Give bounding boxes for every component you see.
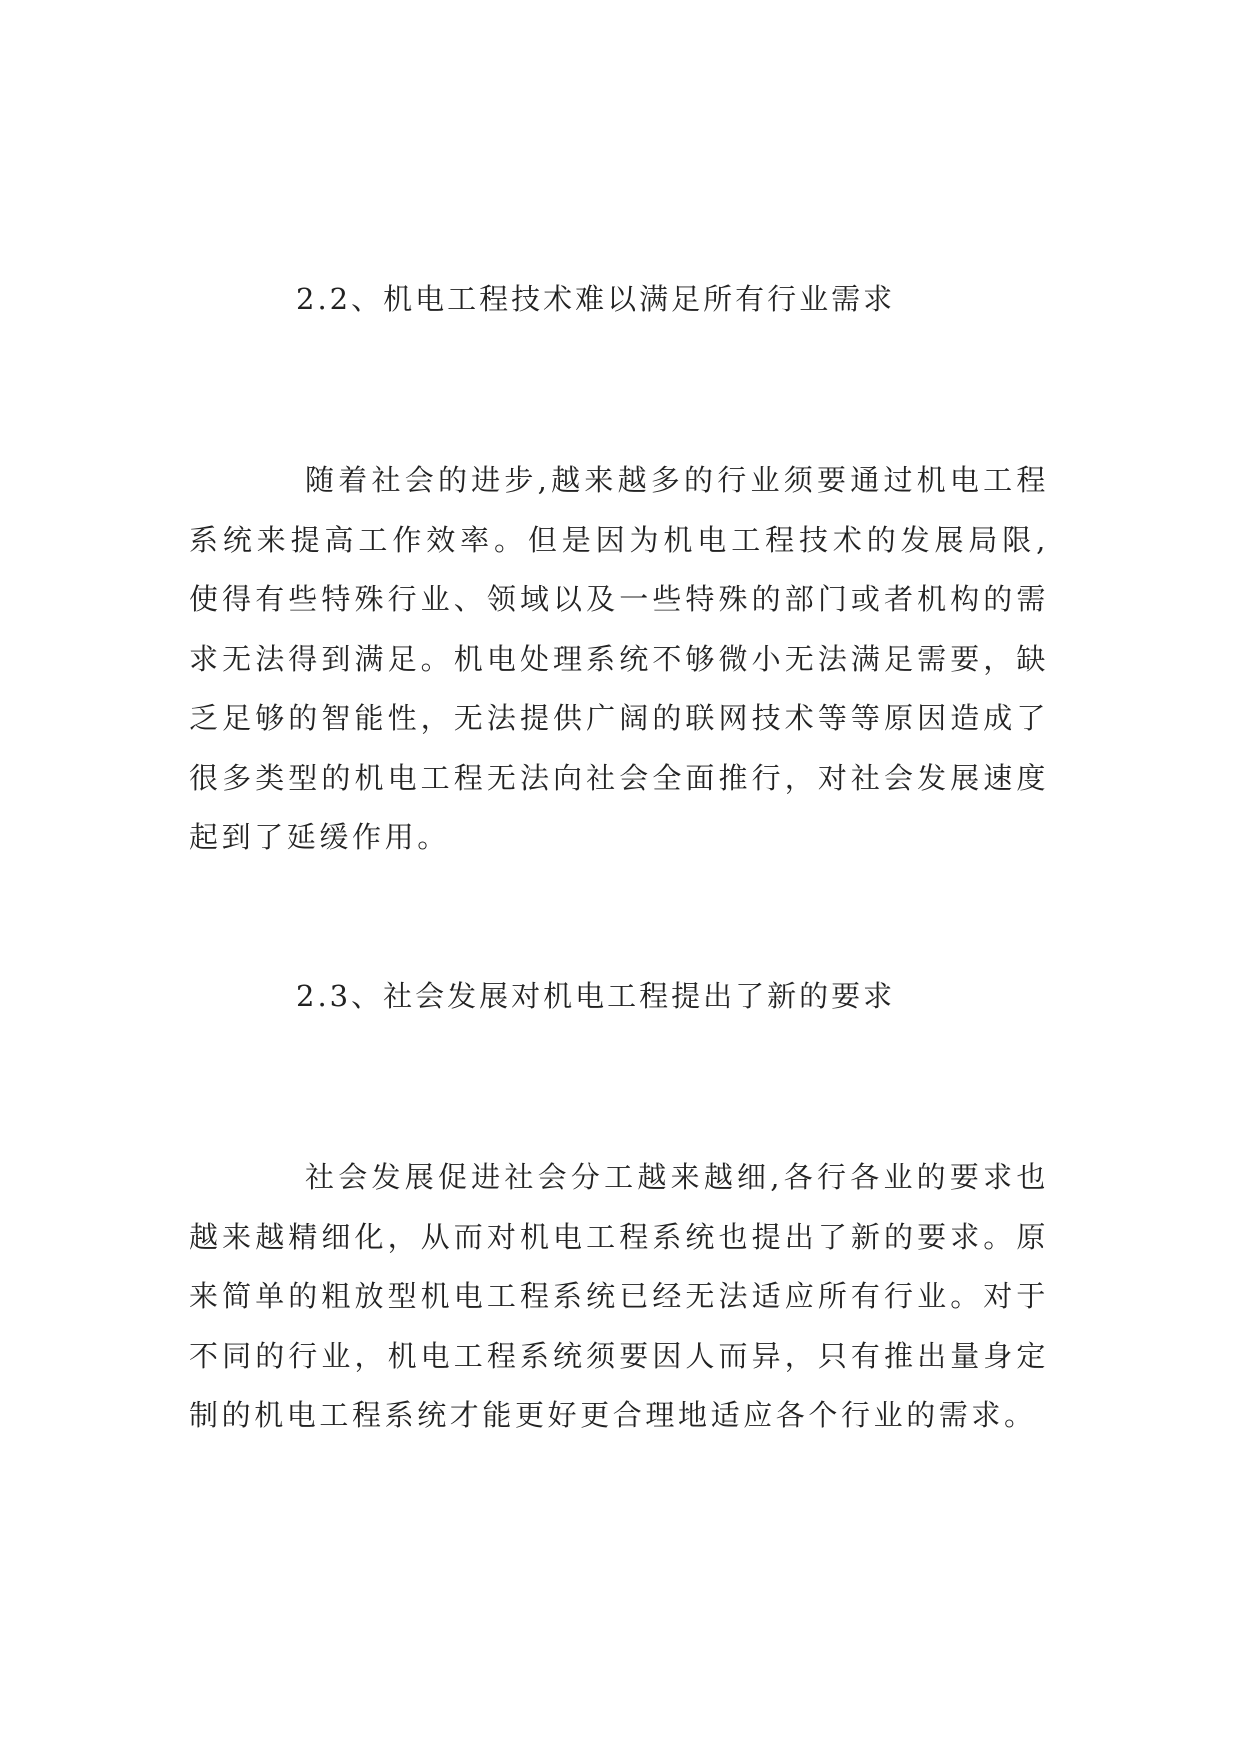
section-paragraph-2-3: 社会发展促进社会分工越来越细,各行各业的要求也越来越精细化，从而对机电工程系统也提出了新的要求。原来简单的粗放型机电工程系统已经无法适应所有行业。对于不同的行业，机电工程系统须要因人而异，只有推出量身定制的机电工程系统才能更好更合理地适应各个行业的需求。: [189, 1160, 1049, 1432]
section-heading-2-3: 2.3、社会发展对机电工程提出了新的要求: [296, 979, 896, 1013]
section-paragraph-2-2: 随着社会的进步,越来越多的行业须要通过机电工程系统来提高工作效率。但是因为机电工程技术的发展局限,使得有些特殊行业、领域以及一些特殊的部门或者机构的需求无法得到满足。机电处理系统不够微小无法满足需要，缺乏足够的智能性，无法提供广阔的联网技术等等原因造成了很多类型的机电工程无法向社会全面推行，对社会发展速度起到了延缓作用。: [189, 463, 1049, 854]
section-heading-2-2: 2.2、机电工程技术难以满足所有行业需求: [296, 282, 896, 316]
